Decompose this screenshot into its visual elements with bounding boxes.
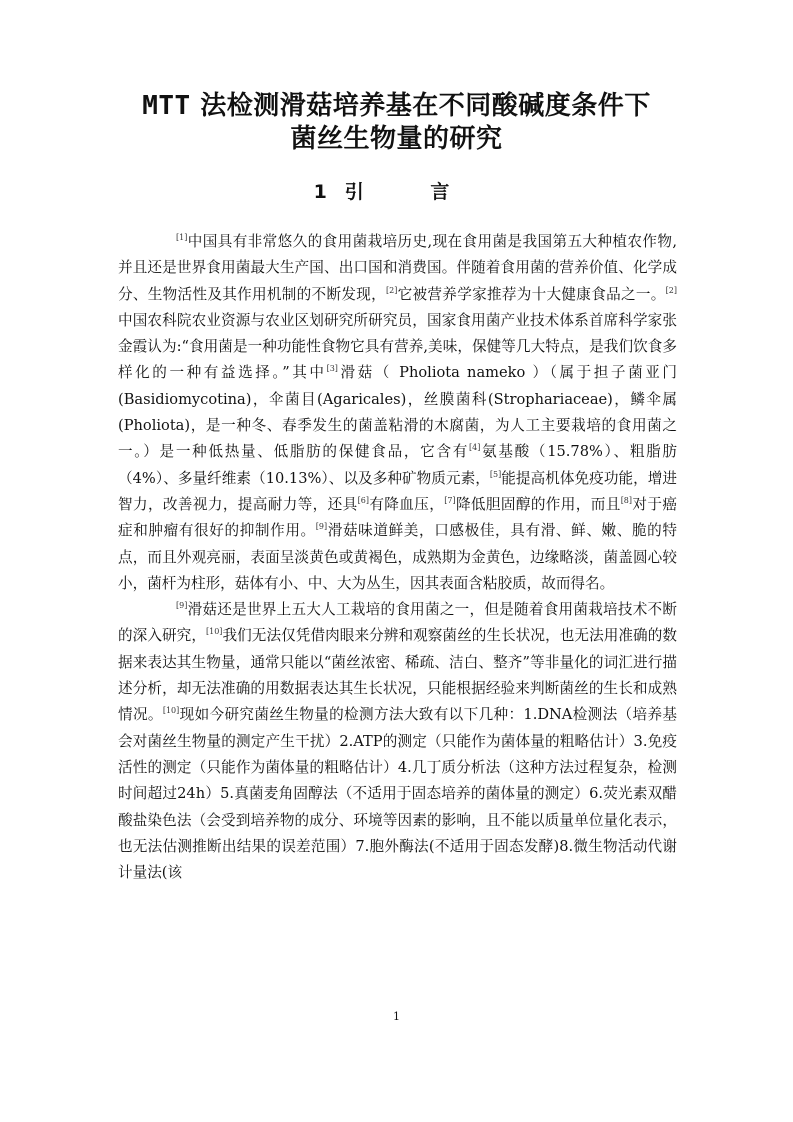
- citation-ref: [8]: [620, 495, 633, 505]
- citation-ref: [1]: [176, 233, 188, 242]
- paragraph-1-text: 滑菇（ Pholiota nameko ）（属于担子菌亚门(Basidiomycotina)，伞菌目(Agaricales)，丝膜菌科(Strophariaceae)，鳞伞属(Pholiota)，是一种冬、春季发生的菌盖粘滑的木腐菌，为人工主要栽培的食用菌之一。）是一种低热量、低脂肪的保健食品，它含有: [118, 364, 677, 461]
- paragraph-1-text: 对于癌症和肿瘤有很好的抑制作用。: [118, 495, 677, 540]
- title-line-1: [100, 90, 693, 123]
- citation-ref: [7]: [444, 495, 456, 505]
- section-title: 引 言: [344, 181, 480, 203]
- paragraph-2-text: 现如今研究菌丝生物量的检测方法大致有以下几种：1.DNA检测法（培养基会对菌丝生物量的测定产生干扰）2.ATP的测定（只能作为菌体量的粗略估计）3.免疫活性的测定（只能作为菌体量的粗略估计）4.几丁质分析法（这种方法过程复杂，检测时间超过24h）5.真菌麦角固醇法（不适用于固态培养的菌体量的测定）6.荧光素双醋酸盐染色法（会受到培养物的成分、环境等因素的影响，且不能以质量单位量化表示，也无法估测推断出结果的误差范围）7.胞外酶法(不适用于固态发酵)8.微生物活动代谢计量法(该: [118, 706, 677, 882]
- citation-ref: [2]: [386, 285, 398, 295]
- paragraph-1-text: 能提高机体免疫功能，增进智力，改善视力，提高耐力等，还具: [118, 469, 677, 513]
- citation-ref: [6]: [357, 495, 369, 505]
- paragraph-1-text: 降低胆固醇的作用，而且: [455, 495, 621, 513]
- title-method-abbrev: MTT: [142, 91, 191, 121]
- citation-ref: [9]: [176, 601, 188, 611]
- paragraph-1-text: 氨基酸（15.78%）、粗脂肪（4%）、多量纤维素（10.13%）、以及多种矿物质元素，: [118, 443, 677, 487]
- paragraph-2-text: 我们无法仅凭借肉眼来分辨和观察菌丝的生长状况，也无法用准确的数据来表达其生物量，通常只能以“菌丝浓密、稀疏、洁白、整齐”等非量化的词汇进行描述分析，却无法准确的用数据表达其生长状况，只能根据经验来判断菌丝的生长和成熟情况。: [118, 627, 677, 724]
- paragraph-1-text: 中国具有非常悠久的食用菌栽培历史,现在食用菌是我国第五大种植农作物,并且还是世界食用菌最大生产国、出口国和消费国。伴随着食用菌的营养价值、化学成分、生物活性及其作用机制的不断发现，: [118, 233, 677, 303]
- citation-ref: [10]: [162, 706, 180, 716]
- citation-ref: [3]: [326, 364, 338, 374]
- citation-ref: [10]: [205, 627, 223, 637]
- paragraph-2: [118, 597, 677, 886]
- paragraph-1-text: 中国农科院农业资源与农业区划研究所研究员，国家食用菌产业技术体系首席科学家张金霞认为:“食用菌是一种功能性食物它具有营养,美味，保健等几大特点，是我们饮食多样化的一种有益选择。”其中: [118, 311, 677, 382]
- citation-ref: [9]: [315, 522, 328, 532]
- paragraph-2-text: 滑菇还是世界上五大人工栽培的食用菌之一，但是随着食用菌栽培技术不断的深入研究，: [118, 601, 677, 645]
- document-title: [100, 90, 693, 156]
- title-line-2: 菌丝生物量的研究: [290, 124, 503, 154]
- citation-ref: [5]: [489, 469, 502, 479]
- body-text: [118, 229, 677, 886]
- citation-ref: [2]: [665, 285, 677, 295]
- paragraph-1-text: 有降血压，: [368, 495, 445, 513]
- paragraph-1-text: 滑菇味道鲜美，口感极佳，具有滑、鲜、嫩、脆的特点，而且外观亮丽，表面呈淡黄色或黄褐色，成熟期为金黄色，边缘略淡，菌盖圆心较小，菌杆为柱形，菇体有小、中、大为丛生，因其表面含粘胶质，故而得名。: [118, 522, 677, 592]
- paragraph-1: [118, 229, 677, 597]
- citation-ref: [4]: [469, 443, 481, 453]
- paragraph-1-text: 它被营养学家推荐为十大健康食品之一。: [397, 285, 666, 303]
- page-number: 1: [393, 1010, 400, 1023]
- section-number: 1: [313, 181, 327, 203]
- title-line-1-text: 法检测滑菇培养基在不同酸碱度条件下: [190, 91, 651, 121]
- section-heading: [0, 180, 793, 204]
